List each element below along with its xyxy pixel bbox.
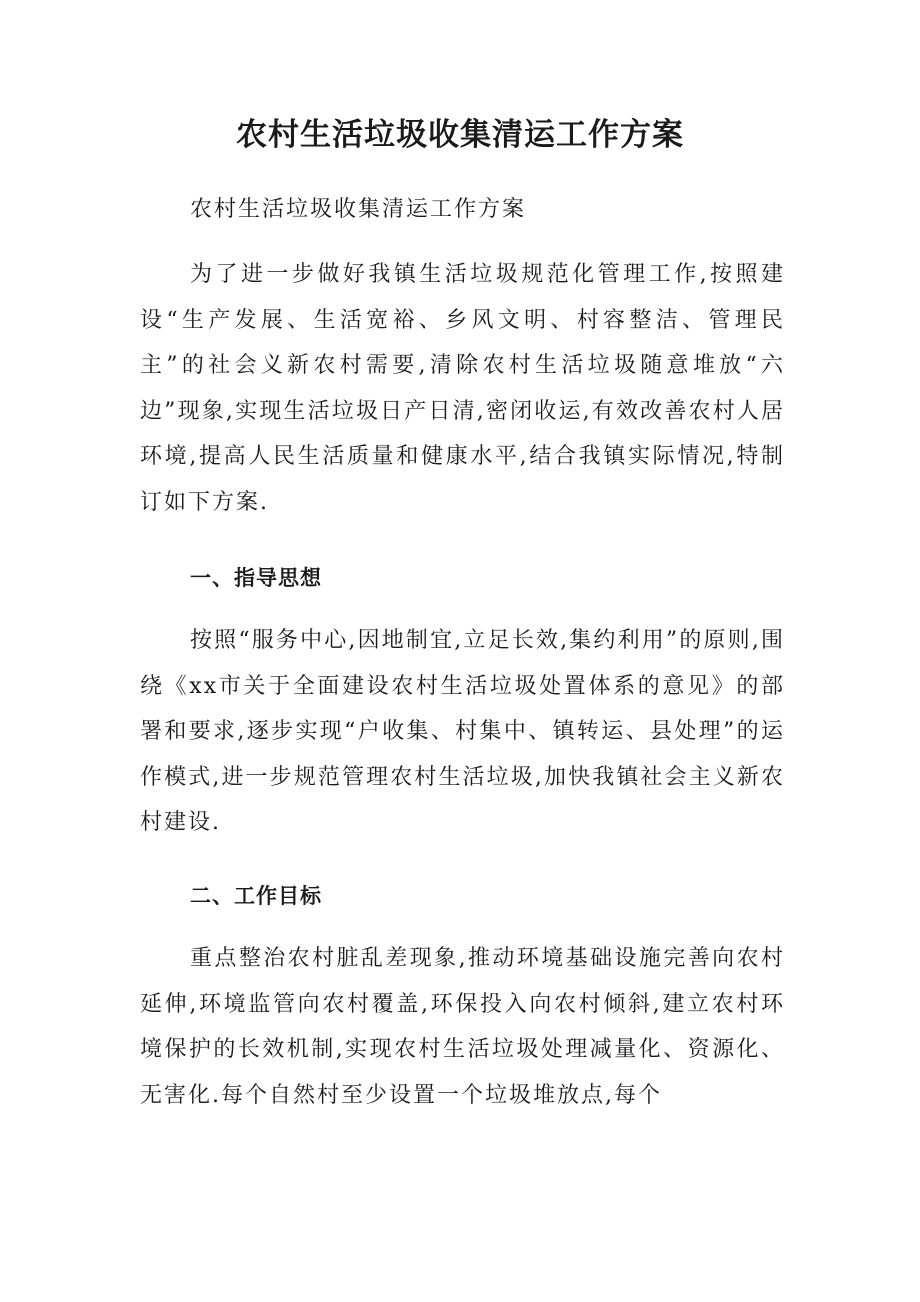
section-heading-work-goals: 二、工作目标 (190, 884, 322, 908)
work-goals-paragraph: 重点整治农村脏乱差现象,推动环境基础设施完善向农村延伸,环境监管向农村覆盖,环保投入向农村倾斜,建立农村环境保护的长效机制,实现农村生活垃圾处理减量化、资源化、无害化.每个自然村至少设置一个垃圾堆放点,每个 (140, 946, 785, 1108)
document-title: 农村生活垃圾收集清运工作方案 (236, 117, 684, 153)
section-heading-guiding-ideology: 一、指导思想 (190, 566, 322, 590)
intro-paragraph: 为了进一步做好我镇生活垃圾规范化管理工作,按照建设“生产发展、生活宽裕、乡风文明、村容整洁、管理民主”的社会义新农村需要,清除农村生活垃圾随意堆放“六边”现象,实现生活垃圾日产日清,密闭收运,有效改善农村人居环境,提高人民生活质量和健康水平,结合我镇实际情况,特制订如下方案. (140, 262, 785, 515)
document-subtitle: 农村生活垃圾收集清运工作方案 (190, 197, 527, 222)
guiding-ideology-paragraph: 按照“服务中心,因地制宜,立足长效,集约利用”的原则,围绕《xx市关于全面建设农村生活垃圾处置体系的意见》的部署和要求,逐步实现“户收集、村集中、镇转运、县处理”的运作模式,进一步规范管理农村生活垃圾,加快我镇社会主义新农村建设. (140, 628, 785, 835)
